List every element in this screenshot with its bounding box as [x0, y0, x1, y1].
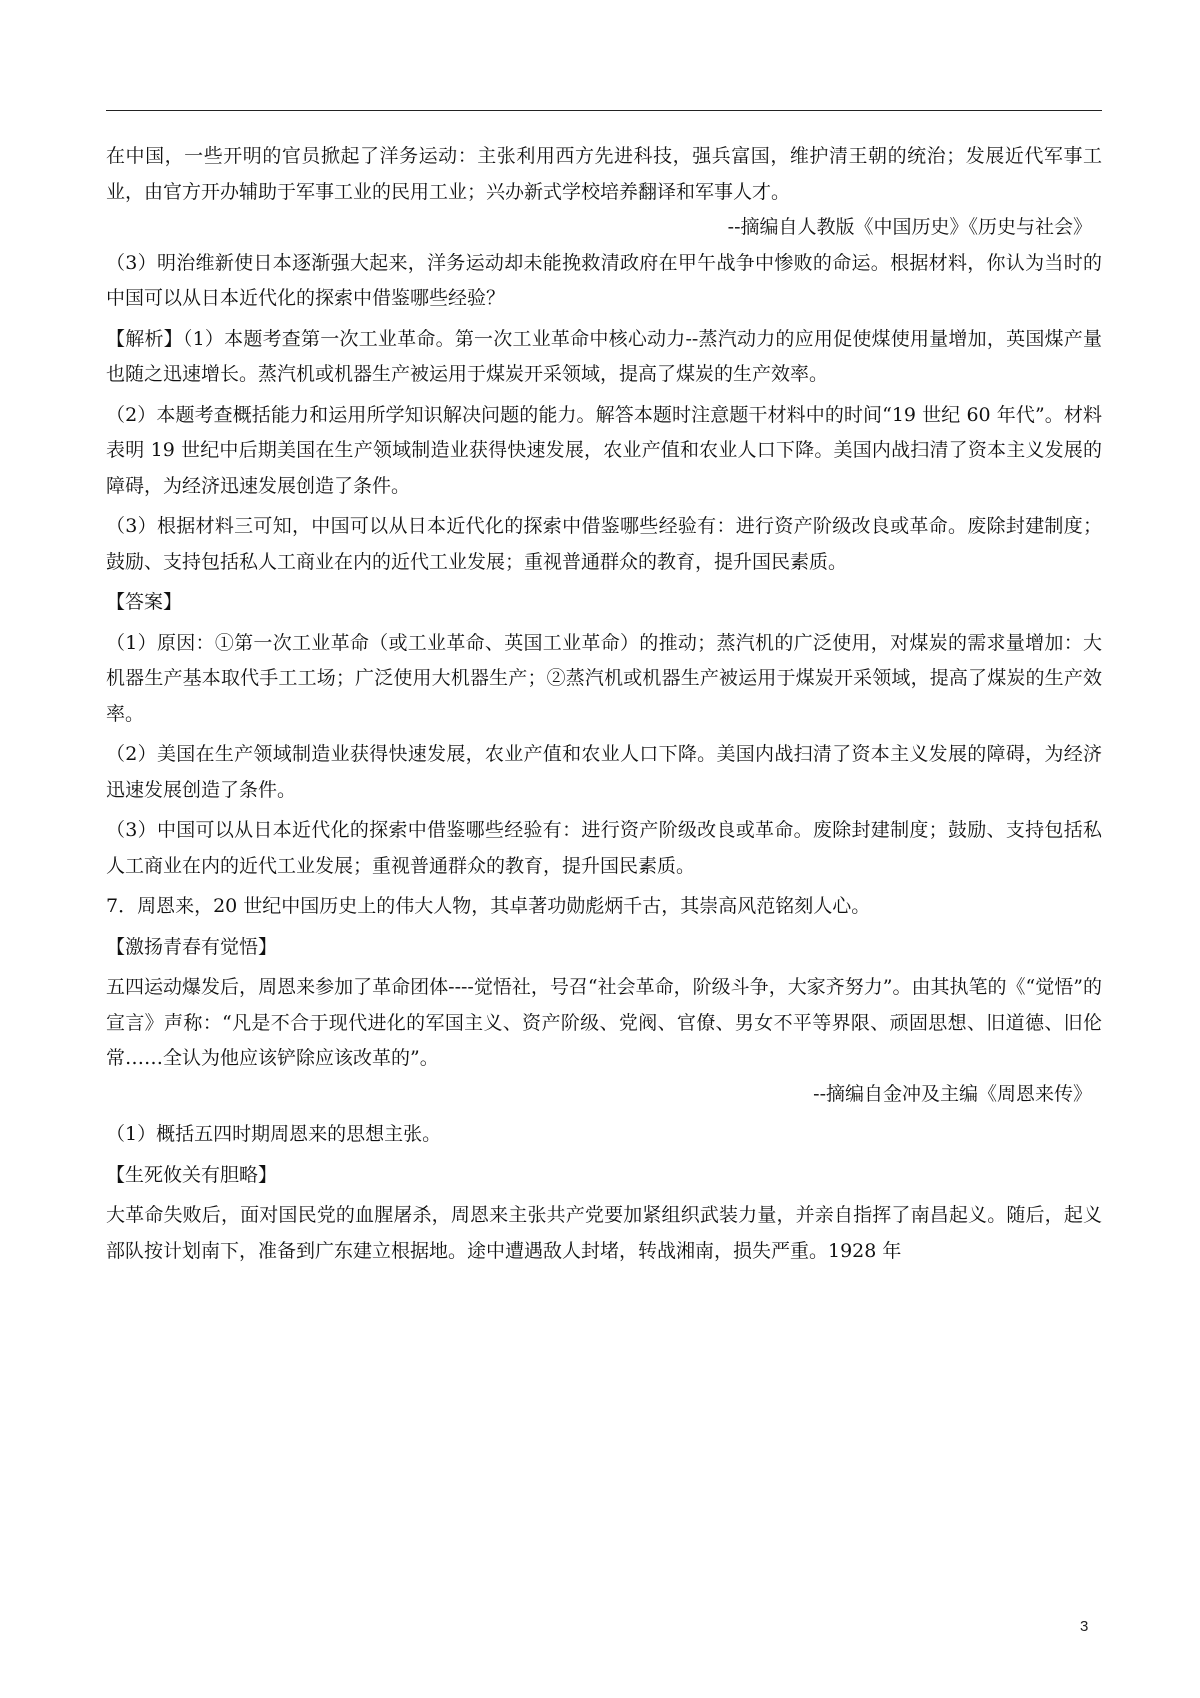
analysis-part-3: （3）根据材料三可知，中国可以从日本近代化的探索中借鉴哪些经验有：进行资产阶级改良或革命。废除封建制度；鼓励、支持包括私人工商业在内的近代工业发展；重视普通群众的教育，提升国民素质。 [106, 515, 1102, 573]
paragraph-nanchang-uprising: 大革命失败后，面对国民党的血腥屠杀，周恩来主张共产党要加紧组织武装力量，并亲自指挥了南昌起义。随后，起义部队按计划南下，准备到广东建立根据地。途中遭遇敌人封堵，转战湘南，损失严重。1928 年 [106, 1204, 1102, 1262]
section-heading-youth: 【激扬青春有觉悟】 [106, 935, 278, 958]
source-citation-textbook: --摘编自人教版《中国历史》《历史与社会》 [727, 216, 1092, 238]
question-7-intro: 7．周恩来，20 世纪中国历史上的伟大人物，其卓著功勋彪炳千古，其崇高风范铭刻人心。 [106, 895, 871, 917]
section-heading-courage: 【生死攸关有胆略】 [106, 1163, 278, 1186]
question-3-meiji: （3）明治维新使日本逐渐强大起来，洋务运动却未能挽救清政府在甲午战争中惨败的命运。根据材料，你认为当时的中国可以从日本近代化的探索中借鉴哪些经验？ [106, 251, 1102, 309]
answer-part-1: （1）原因：①第一次工业革命（或工业革命、英国工业革命）的推动；蒸汽机的广泛使用，对煤炭的需求量增加：大机器生产基本取代手工工场；广泛使用大机器生产；②蒸汽机或机器生产被运用于煤炭开采领域，提高了煤炭的生产效率。 [106, 631, 1102, 725]
analysis-part-2: （2）本题考查概括能力和运用所学知识解决问题的能力。解答本题时注意题干材料中的时间“19 世纪 60 年代”。材料表明 19 世纪中后期美国在生产领域制造业获得快速发展，农业产值和农业人口下降。美国内战扫清了资本主义发展的障碍，为经济迅速发展创造了条件。 [106, 403, 1102, 497]
answer-part-2: （2）美国在生产领域制造业获得快速发展，农业产值和农业人口下降。美国内战扫清了资本主义发展的障碍，为经济迅速发展创造了条件。 [106, 743, 1102, 801]
paragraph-may-fourth: 五四运动爆发后，周恩来参加了革命团体----觉悟社，号召“社会革命，阶级斗争，大家齐努力”。由其执笔的《“觉悟”的宣言》声称：“凡是不合于现代进化的军国主义、资产阶级、党阀、官僚、男女不平等界限、顽固思想、旧道德、旧伦常……全认为他应该铲除应该改革的”。 [106, 976, 1102, 1069]
page-number: 3 [1080, 1618, 1089, 1635]
analysis-part-1: 【解析】（1）本题考查第一次工业革命。第一次工业革命中核心动力--蒸汽动力的应用促使煤使用量增加，英国煤产量也随之迅速增长。蒸汽机或机器生产被运用于煤炭开采领域，提高了煤炭的生产效率。 [106, 327, 1102, 385]
source-citation-biography: --摘编自金冲及主编《周恩来传》 [813, 1082, 1092, 1105]
header-rule [106, 110, 1102, 111]
question-7-1: （1）概括五四时期周恩来的思想主张。 [106, 1123, 442, 1145]
paragraph-westernization-movement: 在中国，一些开明的官员掀起了洋务运动：主张利用西方先进科技，强兵富国，维护清王朝的统治；发展近代军事工业，由官方开办辅助于军事工业的民用工业；兴办新式学校培养翻译和军事人才。 [106, 145, 1102, 203]
answer-part-3: （3）中国可以从日本近代化的探索中借鉴哪些经验有：进行资产阶级改良或革命。废除封建制度；鼓励、支持包括私人工商业在内的近代工业发展；重视普通群众的教育，提升国民素质。 [106, 819, 1102, 877]
answer-heading: 【答案】 [106, 591, 183, 613]
document-body [106, 139, 1102, 1269]
